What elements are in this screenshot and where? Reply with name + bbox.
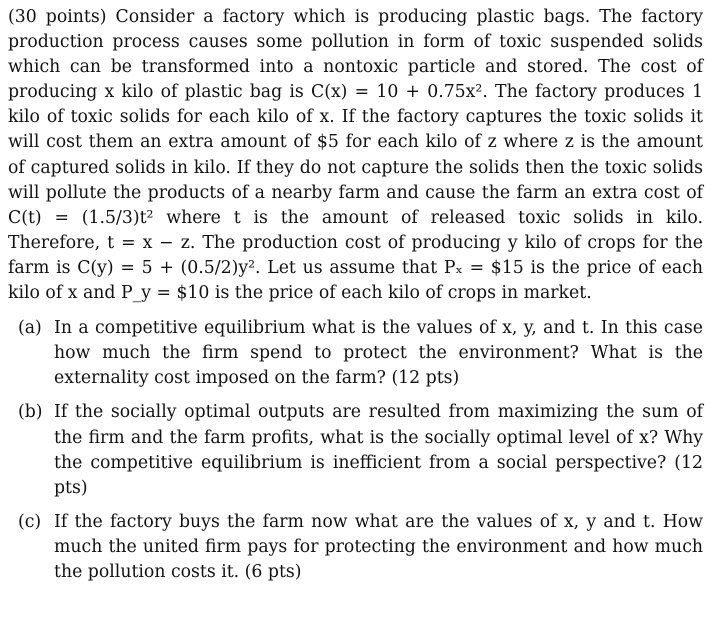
part-text-c: If the factory buys the farm now what are the values of x, y and t. How much the united firm pays for protecting the environment and how much the pollution costs it. (6 pts) (54, 511, 703, 582)
part-label-a: (a) (18, 318, 42, 339)
problem-intro-text: (30 points) Consider a factory which is producing plastic bags. The factory production process causes some pollution in form of toxic suspended solids which can be transformed into a nontoxic particle and stored. The cost of producing x kilo of plastic bag is C(x) = 10 + 0.75x². The factory produces 1 kilo of toxic solids for each kilo of x. If the factory captures the toxic solids it will cost them an extra amount of $5 for each kilo of z where z is the amount of captured solids in kilo. If they do not capture the solids then the toxic solids will pollute the products of a nearby farm and cause the farm an extra cost of C(t) = (1.5/3)t² where t is the amount of released toxic solids in kilo. Therefore, t = x − z. The production cost of producing y kilo of crops for the farm is C(y) = 5 + (0.5/2)y². Let us assume that Pₓ = $15 is the price of each kilo of x and P_y = $10 is the price of each kilo of crops in market. (8, 7, 703, 304)
question-parts (8, 316, 703, 585)
part-text-b: If the socially optimal outputs are resulted from maximizing the sum of the firm and the farm profits, what is the socially optimal level of x? Why the competitive equilibrium is inefficient from a social perspective? (12 pts) (54, 402, 703, 498)
part-text-a: In a competitive equilibrium what is the values of x, y, and t. In this case how much the firm spend to protect the environment? What is the externality cost imposed on the farm? (12 pts) (54, 318, 703, 389)
question-part-b (8, 400, 703, 500)
question-part-a (8, 316, 703, 391)
part-label-c: (c) (18, 511, 42, 532)
part-label-b: (b) (18, 402, 43, 423)
problem-statement (8, 5, 703, 306)
question-part-c (8, 510, 703, 585)
